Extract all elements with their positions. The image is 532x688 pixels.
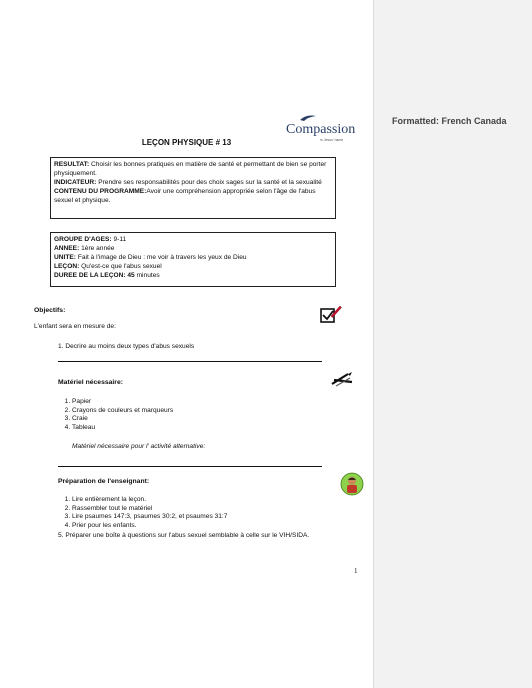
materiel-item: 2. Crayons de couleurs et marqueurs [72, 407, 173, 416]
comments-sidebar [373, 0, 532, 688]
groupe-label: GROUPE D'AGES: [54, 236, 112, 243]
page-number: 1 [354, 567, 358, 575]
preparation-item: 2. Rassembler tout le matériel [72, 505, 227, 514]
logo-wordmark: Compassion [286, 122, 356, 137]
objectif-item: 1. Decrire au moins deux types d'abus sexuels [58, 343, 195, 350]
lesson-title: LEÇON PHYSIQUE # 13 [141, 138, 232, 147]
preparation-item: 1. Lire entièrement la leçon. [72, 496, 227, 505]
duree-unit: minutes [134, 272, 160, 279]
materiel-item: 3. Craie [72, 415, 173, 424]
lecon-label: LEÇON: [54, 263, 80, 270]
objectifs-title: Objectifs: [34, 307, 66, 314]
annee-label: ANNEE: [54, 245, 80, 252]
materiel-item: 4. Tableau [72, 424, 173, 433]
pencils-icon [330, 370, 356, 388]
preparation-item: 4. Prier pour les enfants. [72, 522, 227, 531]
outcome-box [50, 157, 336, 219]
section-divider [58, 466, 322, 467]
resultat-text: Choisir les bonnes pratiques en matière de santé et permettant de bien se porter physiquement. [54, 161, 327, 177]
formatting-note[interactable]: Formatted: French Canada [392, 116, 507, 126]
annee-text: 1ère année [79, 245, 115, 252]
duree-label: DUREE DE LA LEÇON: [54, 272, 126, 279]
preparation-item-5: 5. Préparer une boîte à questions sur l'abus sexuel semblable à celle sur le VIH/SIDA. [58, 532, 310, 539]
materiel-item: 1. Papier [72, 398, 173, 407]
section-divider [58, 361, 322, 362]
logo-tagline: in Jesus' name [320, 138, 344, 142]
dove-icon [298, 114, 318, 122]
checkbox-pencil-icon [320, 304, 342, 324]
resultat-label: RESULTAT: [54, 161, 90, 168]
groupe-text: 9-11 [111, 236, 127, 243]
preparation-item: 3. Lire psaumes 147:3, psaumes 30:2, et psaumes 31:7 [72, 513, 227, 522]
duree-value: 45 [125, 272, 135, 279]
lecon-text: Qu'est-ce que l'abus sexuel [79, 263, 162, 270]
indicateur-text: Prendre ses responsabilités pour des choix sages sur la santé et la sexualité [96, 179, 322, 186]
contenu-label: CONTENU DU PROGRAMME: [54, 188, 147, 195]
preparation-list [58, 496, 227, 530]
unite-text: Fait à l'image de Dieu : me voir à travers les yeux de Dieu [75, 254, 247, 261]
objectifs-intro: L'enfant sera en mesure de: [34, 323, 116, 330]
contenu-text: Avoir une compréhension appropriée selon l'âge de l'abus sexuel et physique. [54, 188, 316, 204]
preparation-title: Préparation de l'enseignant: [58, 478, 150, 485]
lesson-info-box [50, 232, 336, 287]
materiel-title: Matériel nécessaire: [58, 379, 123, 386]
materiel-alt: Matériel nécessaire pour l' activité alternative: [72, 443, 206, 450]
materiel-list [58, 398, 173, 432]
teacher-icon [340, 472, 364, 498]
unite-label: UNITE: [54, 254, 76, 261]
indicateur-label: INDICATEUR: [54, 179, 97, 186]
